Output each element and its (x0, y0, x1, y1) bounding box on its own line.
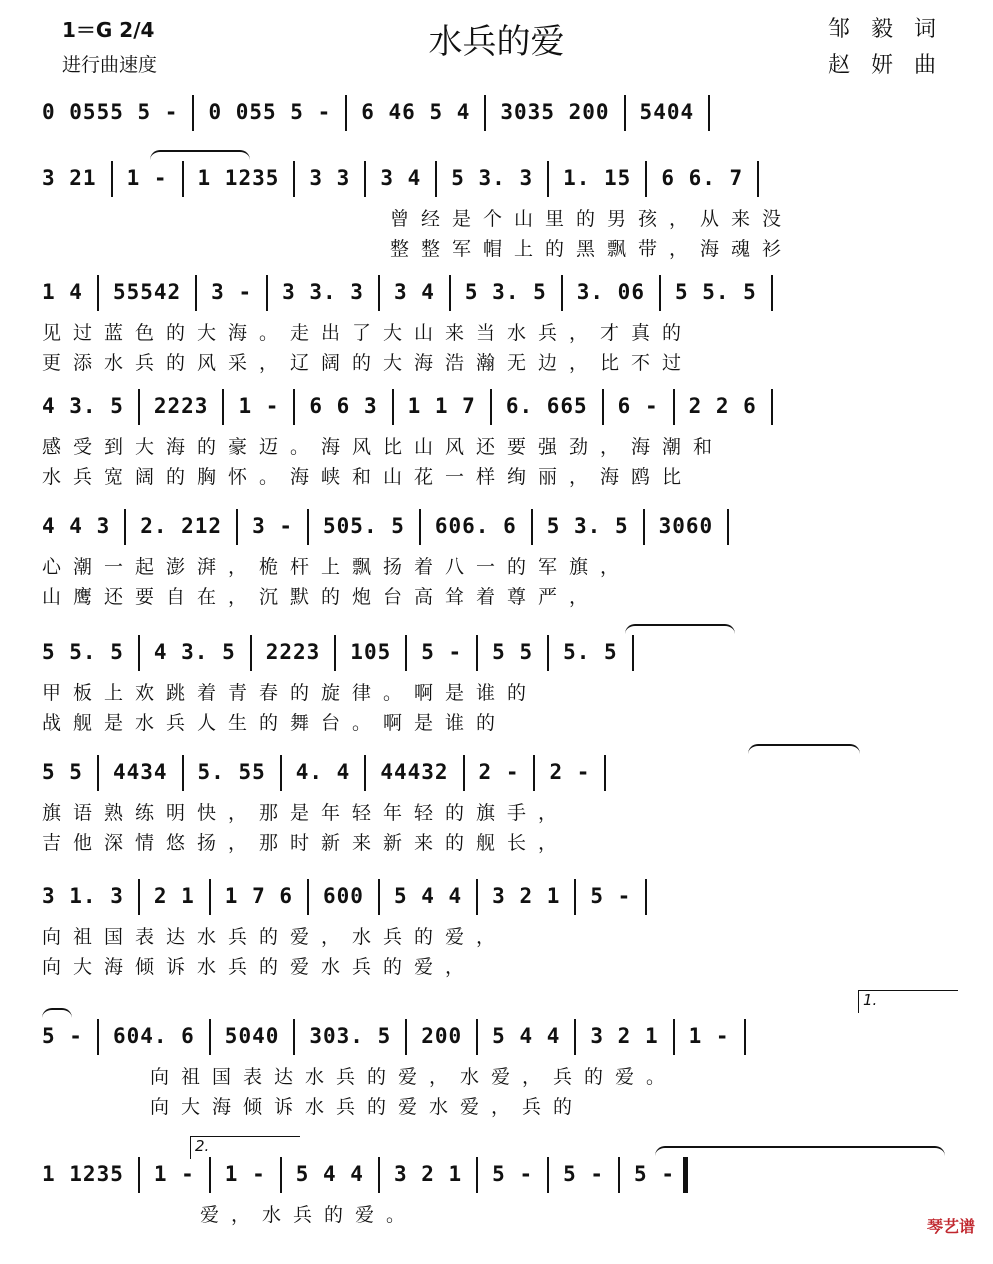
notation-line (42, 158, 773, 198)
measure: 5 3. 3 (451, 166, 534, 190)
measure: 1 - (126, 166, 168, 190)
lyricist-credit: 邹 毅 词 (828, 17, 943, 42)
measure: 2223 (153, 394, 209, 418)
lyric-line: 旗语熟练明快，那是年轻年轻的旗手， (42, 802, 570, 824)
bar-line (378, 879, 380, 915)
measure: 5 5. 5 (674, 280, 757, 304)
bar-line (280, 1157, 282, 1193)
lyric-line: 甲板上欢跳着青春的旋律。啊是谁的 (42, 682, 539, 704)
lyric-line: 向祖国表达水兵的爱，水兵的爱， (42, 926, 508, 948)
bar-line (192, 95, 194, 131)
bar-line (547, 635, 549, 671)
bar-line (280, 755, 282, 791)
bar-line (111, 161, 113, 197)
notation-line (42, 506, 743, 546)
lyric-line: 感受到大海的豪迈。海风比山风还要强劲，海潮和 (42, 436, 725, 458)
measure: 5040 (224, 1024, 280, 1048)
bar-line (419, 509, 421, 545)
measure: 3 2 1 (492, 884, 561, 908)
lyric-line: 水兵宽阔的胸怀。海峡和山花一样绚丽，海鸥比 (42, 466, 694, 488)
bar-line (476, 635, 478, 671)
volta-bracket: 2. (190, 1136, 300, 1159)
tie-arc (42, 1008, 72, 1018)
bar-line (547, 1157, 549, 1193)
bar-line (604, 755, 606, 791)
measure: 5 - (492, 1162, 534, 1186)
bar-line (771, 275, 773, 311)
measure: 5 3. 5 (546, 514, 629, 538)
lyric-line: 见过蓝色的大海。走出了大山来当水兵，才真的 (42, 322, 694, 344)
measure: 1 4 (42, 280, 83, 304)
measure: 6 - (617, 394, 659, 418)
bar-line (476, 879, 478, 915)
measure: 2 1 (153, 884, 195, 908)
bar-line (673, 1019, 675, 1055)
bar-line (334, 635, 336, 671)
bar-line (307, 509, 309, 545)
measure: 5 - (42, 1024, 83, 1048)
bar-line (405, 1019, 407, 1055)
score-system (0, 506, 993, 616)
bar-line (182, 161, 184, 197)
bar-line (533, 755, 535, 791)
score-system (0, 876, 993, 986)
measure: 3 21 (42, 166, 97, 190)
bar-line (574, 1019, 576, 1055)
score-system (0, 1154, 993, 1264)
score-system (0, 272, 993, 382)
notation-line (42, 1016, 760, 1056)
lyric-line: 向祖国表达水兵的爱，水爱，兵的爱。 (150, 1066, 678, 1088)
measure: 5. 5 (563, 640, 618, 664)
bar-line (708, 95, 710, 131)
bar-line (463, 755, 465, 791)
lyric-line: 爱，水兵的爱。 (200, 1204, 418, 1226)
measure: 6 46 5 4 (361, 100, 471, 124)
score-system (0, 158, 993, 268)
measure: 5 5 (492, 640, 534, 664)
bar-line (209, 1019, 211, 1055)
measure: 1 - (688, 1024, 730, 1048)
lyric-line: 心潮一起澎湃，桅杆上飘扬着八一的军旗， (42, 556, 632, 578)
measure: 604. 6 (112, 1024, 195, 1048)
bar-line (602, 389, 604, 425)
bar-line (293, 1019, 295, 1055)
bar-line (643, 509, 645, 545)
measure: 5404 (639, 100, 695, 124)
tie-arc (150, 150, 250, 160)
bar-line (364, 161, 366, 197)
lyric-line: 山鹰还要自在，沉默的炮台高耸着尊严， (42, 586, 601, 608)
measure: 3060 (658, 514, 714, 538)
composer-credit: 赵 妍 曲 (828, 53, 943, 78)
bar-line (307, 879, 309, 915)
measure: 5 4 4 (492, 1024, 561, 1048)
bar-line (531, 509, 533, 545)
measure: 0 055 5 - (208, 100, 332, 124)
measure: 5 - (590, 884, 632, 908)
measure: 5 4 4 (295, 1162, 364, 1186)
measure: 3 2 1 (590, 1024, 659, 1048)
bar-line (138, 879, 140, 915)
measure: 5 - (421, 640, 463, 664)
measure: 4. 4 (295, 760, 351, 784)
key-signature: 1＝G 2/4 (62, 18, 155, 42)
bar-line (378, 275, 380, 311)
measure: 3 1. 3 (42, 884, 124, 908)
measure: 6. 665 (505, 394, 588, 418)
score-system (0, 386, 993, 496)
measure: 5 3. 5 (464, 280, 547, 304)
measure: 6 6. 7 (661, 166, 744, 190)
measure: 1 - (238, 394, 280, 418)
notation-line (42, 272, 787, 312)
measure: 3 4 (380, 166, 422, 190)
lyric-line: 向大海倾诉水兵的爱水兵的爱， (42, 956, 477, 978)
bar-line (97, 275, 99, 311)
bar-line (124, 509, 126, 545)
bar-line (209, 879, 211, 915)
measure: 3 - (211, 280, 253, 304)
measure: 1 1235 (197, 166, 280, 190)
measure: 1 1235 (42, 1162, 124, 1186)
bar-line (632, 635, 634, 671)
measure: 4 3. 5 (42, 394, 124, 418)
lyric-line: 战舰是水兵人生的舞台。啊是谁的 (42, 712, 508, 734)
notation-line (42, 876, 661, 916)
measure: 5 - (563, 1162, 605, 1186)
bar-line (771, 389, 773, 425)
measure: 606. 6 (434, 514, 517, 538)
measure: 505. 5 (323, 514, 405, 538)
measure: 55542 (112, 280, 182, 304)
measure: 2 - (549, 760, 591, 784)
measure: 3 2 1 (393, 1162, 463, 1186)
bar-line (222, 389, 224, 425)
bar-line (97, 1019, 99, 1055)
measure: 1 1 7 (407, 394, 476, 418)
measure: 3035 200 (500, 100, 610, 124)
measure: 44432 (380, 760, 449, 784)
bar-line (449, 275, 451, 311)
tempo-marking: 进行曲速度 (62, 54, 158, 76)
bar-line (266, 275, 268, 311)
measure: 200 (421, 1024, 463, 1048)
notation-line (42, 92, 724, 132)
bar-line (757, 161, 759, 197)
bar-line (659, 275, 661, 311)
score-system (0, 752, 993, 862)
notation-line (42, 386, 787, 426)
bar-line (209, 1157, 211, 1193)
bar-line (435, 161, 437, 197)
bar-line (378, 1157, 380, 1193)
bar-line (744, 1019, 746, 1055)
measure: 1 7 6 (224, 884, 294, 908)
bar-line (293, 161, 295, 197)
score-system (0, 1016, 993, 1126)
bar-line (97, 755, 99, 791)
page-title: 水兵的爱 (428, 22, 565, 62)
measure: 4 3. 5 (153, 640, 236, 664)
measure: 5 4 4 (393, 884, 463, 908)
tie-arc (625, 624, 735, 634)
bar-line (484, 95, 486, 131)
bar-line (236, 509, 238, 545)
bar-line (138, 1157, 140, 1193)
bar-line (195, 275, 197, 311)
lyric-line: 向大海倾诉水兵的爱水爱，兵的 (150, 1096, 585, 1118)
measure: 4 4 3 (42, 514, 111, 538)
lyric-line: 吉他深情悠扬，那时新来新来的舰长， (42, 832, 570, 854)
bar-line (293, 389, 295, 425)
lyric-line: 更添水兵的风采，辽阔的大海浩瀚无边，比不过 (42, 352, 694, 374)
notation-line (42, 632, 648, 672)
bar-line (624, 95, 626, 131)
bar-line (138, 389, 140, 425)
bar-line (392, 389, 394, 425)
notation-line (42, 752, 620, 792)
measure: 3 - (252, 514, 294, 538)
bar-line (405, 635, 407, 671)
tie-arc (655, 1146, 945, 1156)
bar-line (476, 1157, 478, 1193)
measure: 1. 15 (563, 166, 632, 190)
bar-line (561, 275, 563, 311)
measure: 3. 06 (576, 280, 645, 304)
bar-line (673, 389, 675, 425)
measure: 3 3. 3 (282, 280, 364, 304)
bar-line (364, 755, 366, 791)
bar-line (182, 755, 184, 791)
bar-line (547, 161, 549, 197)
bar-line (727, 509, 729, 545)
lyric-line: 整整军帽上的黑飘带，海魂衫 (390, 238, 794, 260)
measure: 5 - (634, 1162, 675, 1186)
bar-line (645, 879, 647, 915)
measure: 3 4 (393, 280, 435, 304)
measure: 2. 212 (140, 514, 223, 538)
measure: 2 - (478, 760, 520, 784)
measure: 2223 (265, 640, 321, 664)
measure: 0 0555 5 - (42, 100, 179, 124)
bar-line (250, 635, 252, 671)
bar-line (476, 1019, 478, 1055)
measure: 5. 55 (197, 760, 266, 784)
tie-arc (748, 744, 860, 754)
bar-line (683, 1157, 688, 1193)
measure: 1 - (153, 1162, 195, 1186)
bar-line (490, 389, 492, 425)
bar-line (645, 161, 647, 197)
volta-bracket: 1. (858, 990, 958, 1013)
measure: 5 5 (42, 760, 83, 784)
bar-line (574, 879, 576, 915)
measure: 600 (323, 884, 364, 908)
measure: 303. 5 (309, 1024, 392, 1048)
lyric-line: 曾经是个山里的男孩，从来没 (390, 208, 794, 230)
measure: 4434 (112, 760, 168, 784)
measure: 5 5. 5 (42, 640, 124, 664)
measure: 1 - (224, 1162, 266, 1186)
watermark-logo: 琴艺谱 (926, 1217, 975, 1236)
notation-line (42, 1154, 698, 1194)
measure: 105 (350, 640, 392, 664)
measure: 6 6 3 (309, 394, 378, 418)
score-system (0, 632, 993, 742)
measure: 3 3 (309, 166, 351, 190)
bar-line (345, 95, 347, 131)
measure: 2 2 6 (688, 394, 757, 418)
bar-line (618, 1157, 620, 1193)
bar-line (138, 635, 140, 671)
